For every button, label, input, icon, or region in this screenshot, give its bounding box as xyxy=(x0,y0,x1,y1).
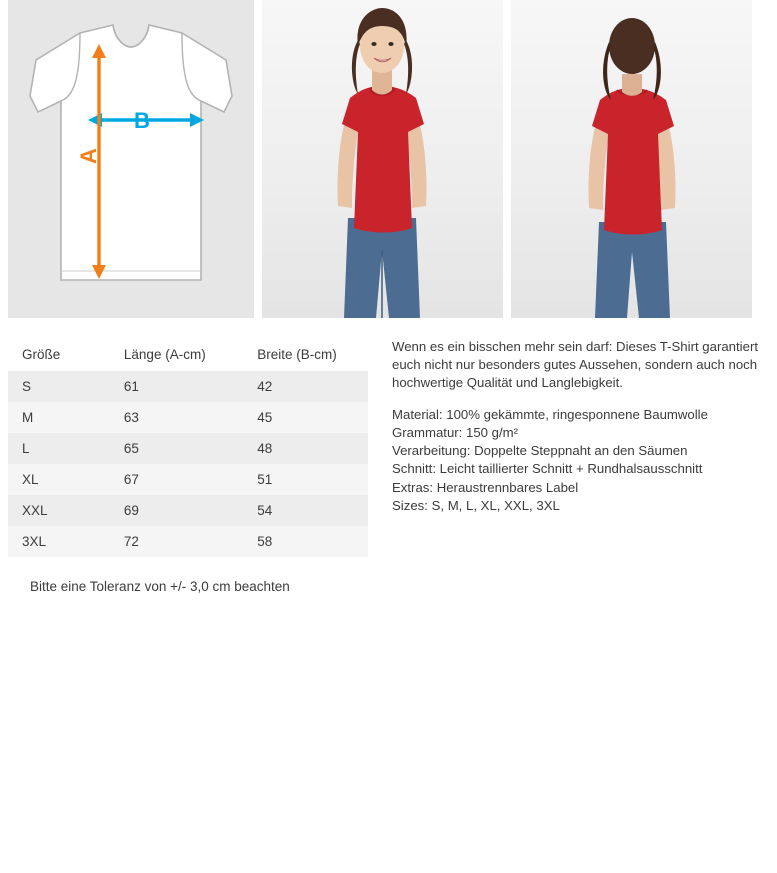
model-front-illustration xyxy=(262,0,503,318)
size-table-body xyxy=(8,371,368,557)
cell-width: 45 xyxy=(243,402,368,433)
table-row xyxy=(8,371,368,402)
header-width: Breite (B-cm) xyxy=(243,338,368,371)
table-row xyxy=(8,464,368,495)
model-front-photo xyxy=(262,0,503,318)
product-description xyxy=(368,338,762,594)
cell-size: 3XL xyxy=(8,526,110,557)
tshirt-measurement-diagram xyxy=(8,0,254,318)
hair-right xyxy=(404,40,412,94)
hair-left xyxy=(352,40,360,94)
description-intro: Wenn es ein bisschen mehr sein darf: Dieses T-Shirt garantiert euch nicht nur besonders gutes Aussehen, sondern auch noch hochwertige Qualität und Langlebigkeit. xyxy=(392,339,759,391)
header-size: Größe xyxy=(8,338,110,371)
model-back-photo xyxy=(511,0,752,318)
cell-size: M xyxy=(8,402,110,433)
size-table-head xyxy=(8,338,368,371)
jeans-back xyxy=(595,222,670,318)
header-length: Länge (A-cm) xyxy=(110,338,243,371)
cell-size: XXL xyxy=(8,495,110,526)
cell-width: 51 xyxy=(243,464,368,495)
head-back xyxy=(609,18,655,74)
cell-length: 69 xyxy=(110,495,243,526)
description-extras: Extras: Heraustrennbares Label xyxy=(392,479,579,495)
product-images-row xyxy=(0,0,777,318)
table-row xyxy=(8,433,368,464)
table-row xyxy=(8,402,368,433)
length-label-a: A xyxy=(76,148,101,164)
measurement-diagram-panel xyxy=(8,0,254,318)
shirt-outline xyxy=(30,25,232,280)
description-sizes: Sizes: S, M, L, XL, XXL, 3XL xyxy=(392,497,560,513)
table-row xyxy=(8,495,368,526)
description-verarbeitung: Verarbeitung: Doppelte Steppnaht an den Säumen xyxy=(392,443,688,459)
cell-size: L xyxy=(8,433,110,464)
eye-left xyxy=(371,42,376,46)
model-back-illustration xyxy=(511,0,752,318)
details-section xyxy=(0,318,777,594)
description-material: Material: 100% gekämmte, ringesponnene Baumwolle xyxy=(392,406,708,422)
tolerance-note: Bitte eine Toleranz von +/- 3,0 cm beachten xyxy=(30,579,290,594)
size-table xyxy=(8,338,368,557)
cell-size: S xyxy=(8,371,110,402)
eye-right xyxy=(388,42,393,46)
cell-length: 65 xyxy=(110,433,243,464)
cell-width: 42 xyxy=(243,371,368,402)
cell-length: 61 xyxy=(110,371,243,402)
cell-length: 72 xyxy=(110,526,243,557)
size-table-wrap xyxy=(8,338,368,594)
cell-width: 48 xyxy=(243,433,368,464)
cell-length: 67 xyxy=(110,464,243,495)
cell-length: 63 xyxy=(110,402,243,433)
neck-front xyxy=(372,70,392,95)
cell-width: 54 xyxy=(243,495,368,526)
neck-back xyxy=(622,74,642,96)
cell-width: 58 xyxy=(243,526,368,557)
table-row xyxy=(8,526,368,557)
width-label-b: B xyxy=(134,108,150,133)
table-header-row xyxy=(8,338,368,371)
description-schnitt: Schnitt: Leicht taillierter Schnitt + Rundhalsausschnitt xyxy=(392,461,703,477)
cell-size: XL xyxy=(8,464,110,495)
description-grammatur: Grammatur: 150 g/m² xyxy=(392,424,519,440)
